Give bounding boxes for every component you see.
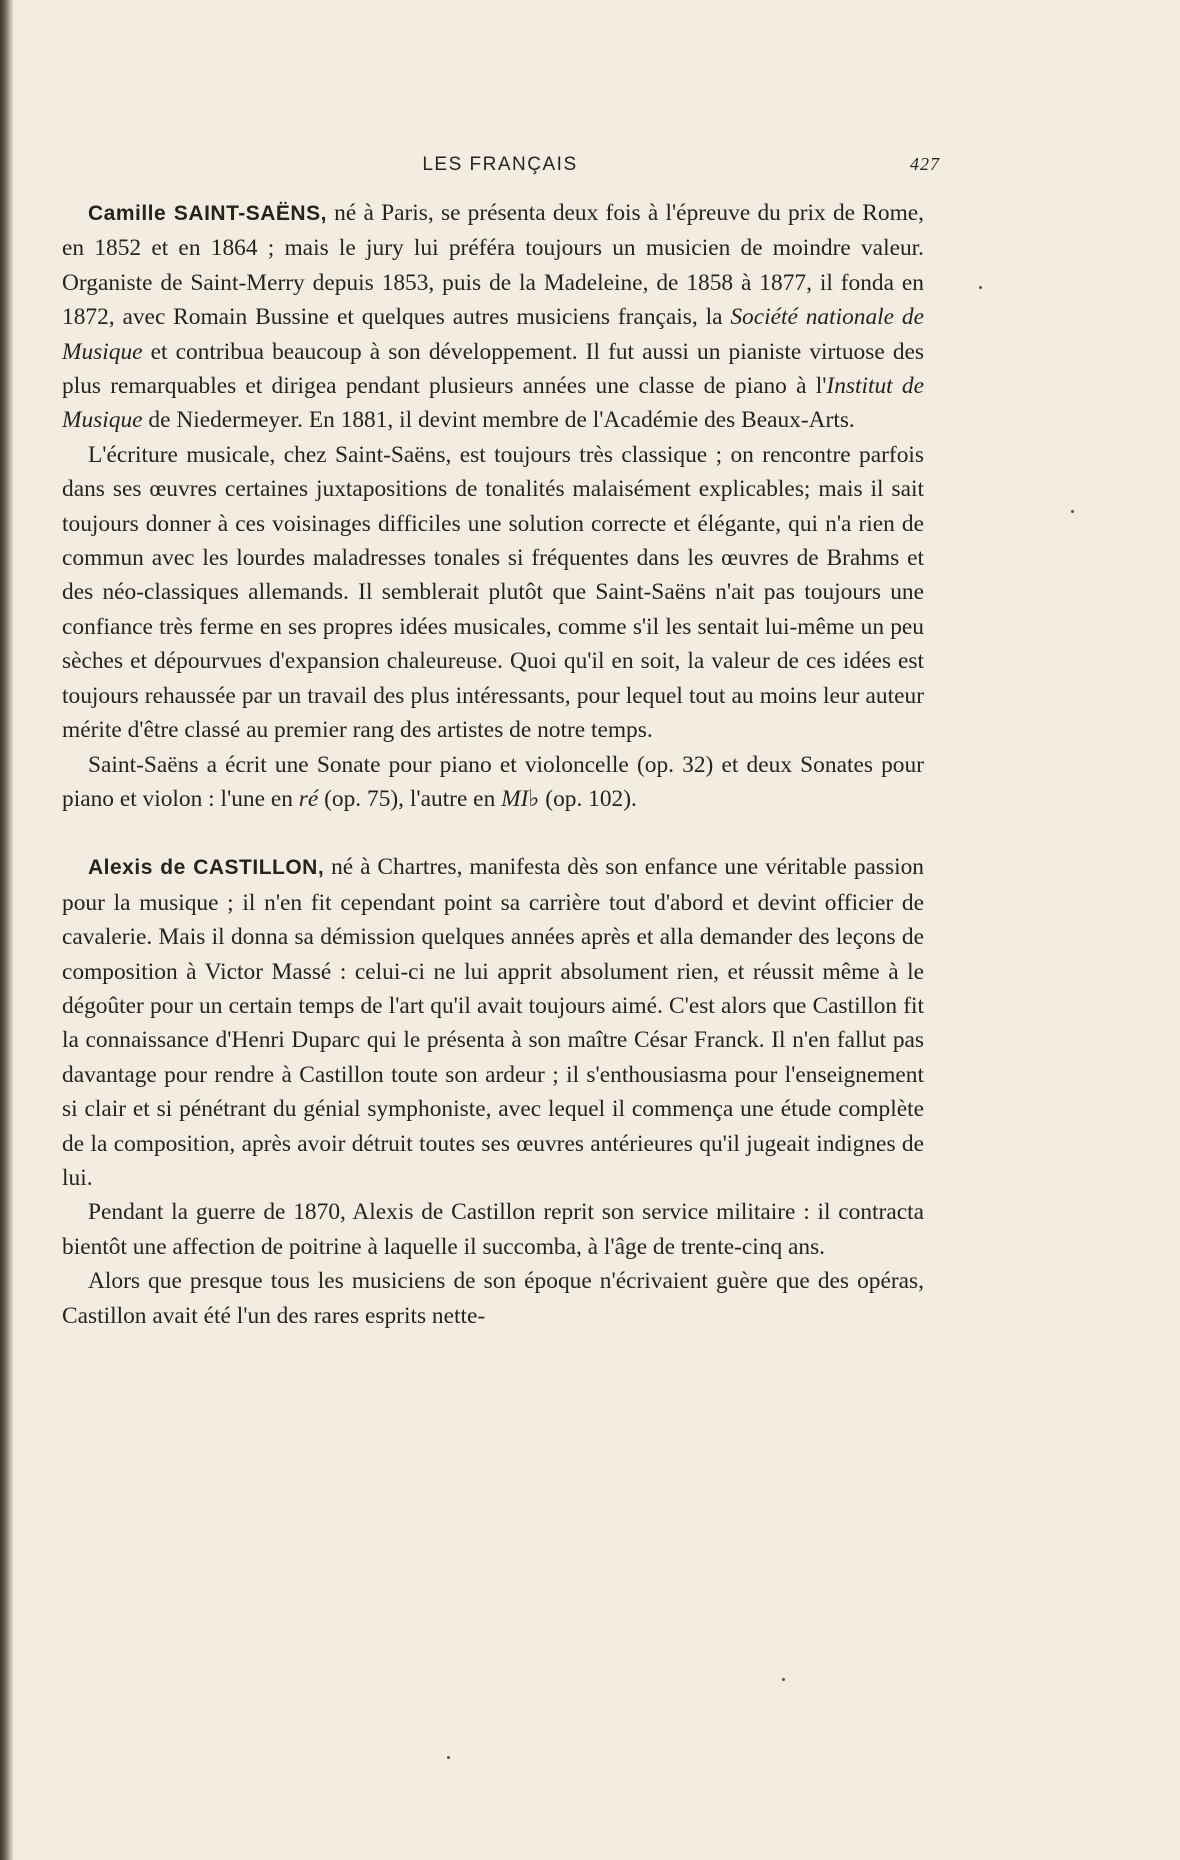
- paragraph-castillon-operas: Alors que presque tous les musiciens de son époque n'écrivaient guère que des opéras, Castillon avait été l'un des rares esprits nette-: [62, 1268, 924, 1329]
- section-gap: [62, 816, 924, 850]
- book-spine-shadow: [0, 0, 14, 1860]
- composer-name: Alexis de CASTILLON,: [88, 856, 325, 880]
- paper-speck: [979, 286, 982, 289]
- paper-speck: [447, 1756, 450, 1759]
- running-title: LES FRANÇAIS: [422, 154, 578, 175]
- paragraph-saint-saens-works: Saint-Saëns a écrit une Sonate pour piano et violoncelle (op. 32) et deux Sonates pour piano et violon : l'une en ré (op. 75), l'autre en MI♭ (op. 102).: [62, 751, 924, 812]
- paper-speck: [1071, 510, 1074, 513]
- paragraph-saint-saens-bio: Camille SAINT-SAËNS, né à Paris, se présenta deux fois à l'épreuve du prix de Rome, en 1852 et en 1864 ; mais le jury lui préféra toujours un musicien de moindre valeur. Organiste de Saint-Merry depuis 1853, puis de la Madeleine, de 1858 à 1877, il fonda en 1872, avec Romain Bussine et quelques autres musiciens français, la Société nationale de Musique et contribua beaucoup à son développement. Il fut aussi un pianiste virtuose des plus remarquables et dirigea pendant plusieurs années une classe de piano à l'Institut de Musique de Niedermeyer. En 1881, il devint membre de l'Académie des Beaux-Arts.: [62, 200, 924, 434]
- paragraph-saint-saens-style: L'écriture musicale, chez Saint-Saëns, est toujours très classique ; on rencontre parfois dans ses œuvres certaines juxtapositions de tonalités malaisément explicables; mais il sait toujours donner à ces voisinages difficiles une solution correcte et élégante, qui n'a rien de commun avec les lourdes maladresses tonales si fréquentes dans les œuvres de Brahms et des néo-classiques allemands. Il semblerait plutôt que Saint-Saëns n'ait pas toujours une confiance très ferme en ses propres idées musicales, comme s'il les sentait lui-même un peu sèches et dépourvues d'expansion chaleureuse. Quoi qu'il en soit, la valeur de ces idées est toujours rehaussée par un travail des plus intéressants, pour lequel tout au moins leur auteur mérite d'être classé au premier rang des artistes de notre temps.: [62, 441, 924, 744]
- paragraph-castillon-war: Pendant la guerre de 1870, Alexis de Castillon reprit son service militaire : il contracta bientôt une affection de poitrine à laquelle il succomba, à l'âge de trente-cinq ans.: [62, 1199, 924, 1260]
- body-text: [62, 196, 924, 1333]
- composer-name: Camille SAINT-SAËNS,: [88, 202, 327, 225]
- page-number: 427: [910, 154, 940, 174]
- paper-speck: [782, 1678, 785, 1681]
- paragraph-castillon-bio: Alexis de CASTILLON, né à Chartres, manifesta dès son enfance une véritable passion pour la musique ; il n'en fit cependant point sa carrière tout d'abord et devint officier de cavalerie. Mais il donna sa démission quelques années après et alla demander des leçons de composition à Victor Massé : celui-ci ne lui apprit absolument rien, et réussit même à le dégoûter pour un certain temps de l'art qu'il avait toujours aimé. C'est alors que Castillon fit la connaissance d'Henri Duparc qui le présenta à son maître César Franck. Il n'en fallut pas davantage pour rendre à Castillon toute son ardeur ; il s'enthousiasma pour l'enseignement si clair et si pénétrant du génial symphoniste, avec lequel il commença une étude complète de la composition, après avoir détruit toutes ses œuvres antérieures qu'il jugeait indignes de lui.: [62, 854, 924, 1191]
